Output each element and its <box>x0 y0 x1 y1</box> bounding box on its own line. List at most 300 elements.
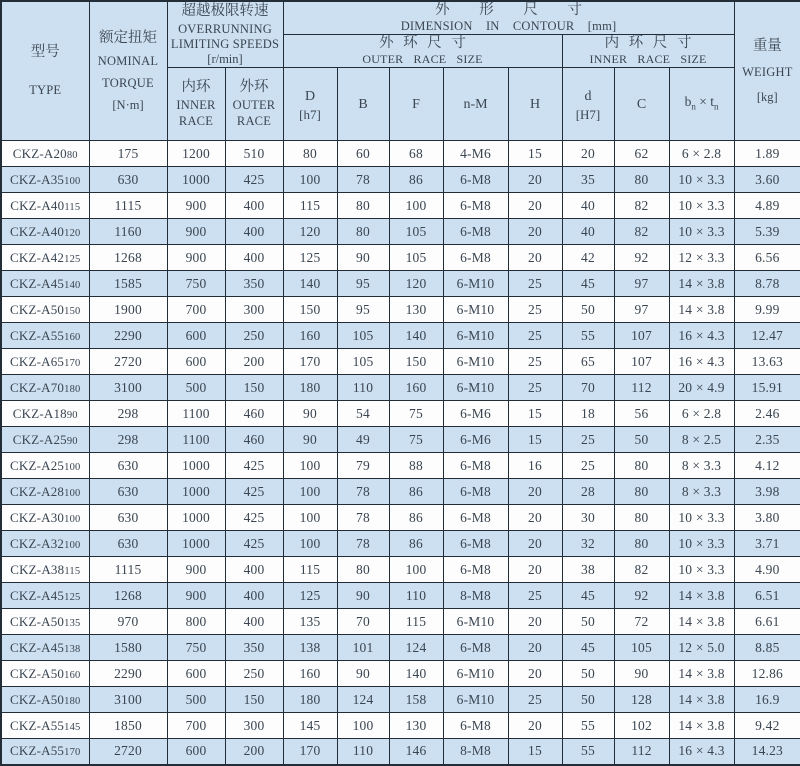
cell-type: CKZ-A40120 <box>1 219 89 245</box>
cell-C: 62 <box>614 141 669 167</box>
header-inner-race-size-group <box>562 35 734 68</box>
cell-inner-race-speed: 600 <box>167 349 225 375</box>
cell-bt: 10 × 3.3 <box>669 505 734 531</box>
cell-type: CKZ-A65170 <box>1 349 89 375</box>
header-inner-size-en: INNER RACE SIZE <box>589 52 707 66</box>
cell-F: 86 <box>389 505 443 531</box>
header-dimension-zh: 外 形 尺 寸 <box>435 2 582 18</box>
cell-nM: 6-M8 <box>443 557 508 583</box>
header-torque-en1: NOMINAL <box>97 53 159 68</box>
cell-inner-race-speed: 700 <box>167 713 225 739</box>
cell-nM: 8-M8 <box>443 583 508 609</box>
cell-F: 88 <box>389 453 443 479</box>
cell-F: 130 <box>389 297 443 323</box>
cell-B: 70 <box>337 609 389 635</box>
table-row <box>1 505 800 531</box>
cell-weight: 2.35 <box>734 427 800 453</box>
header-type-zh: 型号 <box>30 44 60 60</box>
cell-B: 78 <box>337 479 389 505</box>
cell-outer-race-speed: 200 <box>225 349 283 375</box>
cell-H: 25 <box>508 323 562 349</box>
cell-nM: 6-M10 <box>443 297 508 323</box>
cell-H: 25 <box>508 297 562 323</box>
table-row <box>1 401 800 427</box>
cell-weight: 12.47 <box>734 323 800 349</box>
cell-D: 125 <box>283 583 337 609</box>
cell-bt: 10 × 3.3 <box>669 531 734 557</box>
cell-F: 68 <box>389 141 443 167</box>
cell-inner-race-speed: 600 <box>167 323 225 349</box>
cell-C: 105 <box>614 635 669 661</box>
cell-inner-race-speed: 700 <box>167 297 225 323</box>
cell-inner-race-speed: 1100 <box>167 427 225 453</box>
cell-F: 110 <box>389 583 443 609</box>
cell-inner-race-speed: 900 <box>167 193 225 219</box>
cell-weight: 4.90 <box>734 557 800 583</box>
header-outer-race-speed: 外环 OUTER RACE <box>225 68 283 141</box>
cell-C: 82 <box>614 557 669 583</box>
header-col-F: F <box>389 68 443 141</box>
cell-nM: 4-M6 <box>443 141 508 167</box>
cell-F: 115 <box>389 609 443 635</box>
cell-H: 20 <box>508 635 562 661</box>
cell-torque: 298 <box>89 427 167 453</box>
table-row <box>1 349 800 375</box>
cell-weight: 14.23 <box>734 739 800 765</box>
table-header <box>1 1 800 141</box>
table-row <box>1 375 800 401</box>
cell-weight: 6.56 <box>734 245 800 271</box>
table-row <box>1 271 800 297</box>
cell-type: CKZ-A2080 <box>1 141 89 167</box>
cell-bt: 14 × 3.8 <box>669 609 734 635</box>
cell-type: CKZ-A55145 <box>1 713 89 739</box>
cell-type: CKZ-A50135 <box>1 609 89 635</box>
cell-H: 20 <box>508 505 562 531</box>
cell-F: 86 <box>389 531 443 557</box>
cell-D: 170 <box>283 349 337 375</box>
cell-nM: 8-M8 <box>443 739 508 765</box>
cell-nM: 6-M10 <box>443 323 508 349</box>
cell-weight: 3.71 <box>734 531 800 557</box>
cell-C: 90 <box>614 661 669 687</box>
cell-F: 105 <box>389 219 443 245</box>
cell-D: 100 <box>283 167 337 193</box>
cell-torque: 3100 <box>89 375 167 401</box>
cell-outer-race-speed: 425 <box>225 453 283 479</box>
cell-inner-race-speed: 1200 <box>167 141 225 167</box>
cell-torque: 1115 <box>89 193 167 219</box>
cell-H: 20 <box>508 557 562 583</box>
cell-nM: 6-M6 <box>443 401 508 427</box>
cell-C: 80 <box>614 505 669 531</box>
cell-H: 15 <box>508 141 562 167</box>
cell-H: 16 <box>508 453 562 479</box>
cell-B: 101 <box>337 635 389 661</box>
cell-inner-race-speed: 1000 <box>167 167 225 193</box>
cell-F: 120 <box>389 271 443 297</box>
cell-nM: 6-M10 <box>443 609 508 635</box>
header-weight-unit: [kg] <box>756 89 778 104</box>
cell-torque: 630 <box>89 479 167 505</box>
cell-inner-race-speed: 1100 <box>167 401 225 427</box>
cell-B: 80 <box>337 557 389 583</box>
cell-H: 15 <box>508 739 562 765</box>
cell-B: 79 <box>337 453 389 479</box>
cell-inner-race-speed: 600 <box>167 661 225 687</box>
cell-D: 115 <box>283 557 337 583</box>
cell-torque: 1850 <box>89 713 167 739</box>
cell-C: 102 <box>614 713 669 739</box>
cell-weight: 8.78 <box>734 271 800 297</box>
cell-outer-race-speed: 425 <box>225 531 283 557</box>
cell-torque: 2720 <box>89 349 167 375</box>
cell-torque: 1900 <box>89 297 167 323</box>
cell-torque: 298 <box>89 401 167 427</box>
cell-outer-race-speed: 350 <box>225 635 283 661</box>
table-row <box>1 531 800 557</box>
cell-torque: 2720 <box>89 739 167 765</box>
cell-inner-race-speed: 1000 <box>167 479 225 505</box>
cell-B: 90 <box>337 245 389 271</box>
cell-H: 25 <box>508 271 562 297</box>
cell-outer-race-speed: 510 <box>225 141 283 167</box>
header-inner-size-zh: 内 环 尺 寸 <box>604 35 692 51</box>
cell-inner-race-speed: 600 <box>167 739 225 765</box>
cell-d: 40 <box>562 193 614 219</box>
cell-nM: 6-M10 <box>443 661 508 687</box>
cell-D: 180 <box>283 687 337 713</box>
cell-D: 160 <box>283 661 337 687</box>
cell-nM: 6-M10 <box>443 349 508 375</box>
cell-inner-race-speed: 500 <box>167 687 225 713</box>
cell-nM: 6-M8 <box>443 505 508 531</box>
cell-outer-race-speed: 400 <box>225 557 283 583</box>
cell-bt: 12 × 5.0 <box>669 635 734 661</box>
cell-torque: 630 <box>89 505 167 531</box>
cell-D: 100 <box>283 505 337 531</box>
header-dimension-unit: [mm] <box>587 19 617 33</box>
cell-outer-race-speed: 250 <box>225 323 283 349</box>
cell-type: CKZ-A38115 <box>1 557 89 583</box>
header-torque-en2: TORQUE <box>102 75 154 90</box>
cell-H: 20 <box>508 167 562 193</box>
cell-bt: 16 × 4.3 <box>669 739 734 765</box>
cell-weight: 3.80 <box>734 505 800 531</box>
cell-D: 180 <box>283 375 337 401</box>
cell-bt: 8 × 3.3 <box>669 453 734 479</box>
cell-bt: 20 × 4.9 <box>669 375 734 401</box>
cell-H: 25 <box>508 583 562 609</box>
cell-H: 20 <box>508 479 562 505</box>
cell-D: 125 <box>283 245 337 271</box>
header-col-d: d [H7] <box>562 68 614 141</box>
cell-D: 80 <box>283 141 337 167</box>
cell-bt: 8 × 3.3 <box>669 479 734 505</box>
cell-H: 20 <box>508 245 562 271</box>
table-row <box>1 609 800 635</box>
cell-type: CKZ-A2590 <box>1 427 89 453</box>
cell-type: CKZ-A28100 <box>1 479 89 505</box>
cell-weight: 8.85 <box>734 635 800 661</box>
table-row <box>1 141 800 167</box>
cell-C: 56 <box>614 401 669 427</box>
cell-B: 124 <box>337 687 389 713</box>
cell-torque: 1268 <box>89 245 167 271</box>
cell-B: 100 <box>337 713 389 739</box>
cell-weight: 4.89 <box>734 193 800 219</box>
cell-bt: 10 × 3.3 <box>669 557 734 583</box>
cell-B: 78 <box>337 505 389 531</box>
header-col-nM: n-M <box>443 68 508 141</box>
header-type <box>1 1 89 141</box>
cell-D: 135 <box>283 609 337 635</box>
cell-torque: 2290 <box>89 323 167 349</box>
cell-B: 90 <box>337 661 389 687</box>
cell-d: 45 <box>562 271 614 297</box>
cell-inner-race-speed: 800 <box>167 609 225 635</box>
cell-F: 75 <box>389 427 443 453</box>
header-dimension-group <box>283 1 734 35</box>
cell-F: 146 <box>389 739 443 765</box>
cell-D: 100 <box>283 453 337 479</box>
cell-F: 140 <box>389 661 443 687</box>
cell-weight: 4.12 <box>734 453 800 479</box>
table-row <box>1 245 800 271</box>
header-outer-race-size-group <box>283 35 562 68</box>
cell-B: 54 <box>337 401 389 427</box>
header-col-C: C <box>614 68 669 141</box>
cell-C: 112 <box>614 739 669 765</box>
cell-type: CKZ-A70180 <box>1 375 89 401</box>
table-row <box>1 583 800 609</box>
cell-d: 50 <box>562 661 614 687</box>
cell-outer-race-speed: 150 <box>225 375 283 401</box>
cell-D: 100 <box>283 531 337 557</box>
cell-nM: 6-M8 <box>443 193 508 219</box>
cell-D: 100 <box>283 479 337 505</box>
cell-nM: 6-M8 <box>443 453 508 479</box>
cell-F: 75 <box>389 401 443 427</box>
cell-d: 40 <box>562 219 614 245</box>
cell-type: CKZ-A50160 <box>1 661 89 687</box>
cell-H: 25 <box>508 349 562 375</box>
table-row <box>1 713 800 739</box>
cell-F: 160 <box>389 375 443 401</box>
cell-weight: 3.60 <box>734 167 800 193</box>
cell-B: 80 <box>337 193 389 219</box>
cell-bt: 12 × 3.3 <box>669 245 734 271</box>
header-dimension-en: DIMENSION IN CONTOUR [mm] <box>400 19 617 33</box>
cell-outer-race-speed: 300 <box>225 713 283 739</box>
cell-D: 160 <box>283 323 337 349</box>
cell-nM: 6-M8 <box>443 219 508 245</box>
cell-C: 112 <box>614 375 669 401</box>
cell-bt: 14 × 3.8 <box>669 271 734 297</box>
cell-C: 107 <box>614 323 669 349</box>
cell-outer-race-speed: 460 <box>225 427 283 453</box>
cell-inner-race-speed: 500 <box>167 375 225 401</box>
cell-D: 150 <box>283 297 337 323</box>
cell-F: 86 <box>389 167 443 193</box>
cell-torque: 970 <box>89 609 167 635</box>
header-weight-en: WEIGHT <box>742 64 793 79</box>
cell-B: 95 <box>337 271 389 297</box>
cell-B: 110 <box>337 375 389 401</box>
table-row <box>1 219 800 245</box>
cell-weight: 6.51 <box>734 583 800 609</box>
cell-H: 20 <box>508 193 562 219</box>
cell-B: 78 <box>337 167 389 193</box>
header-torque-zh: 额定扭矩 <box>99 29 157 46</box>
cell-inner-race-speed: 900 <box>167 219 225 245</box>
cell-type: CKZ-A50180 <box>1 687 89 713</box>
cell-C: 72 <box>614 609 669 635</box>
cell-d: 18 <box>562 401 614 427</box>
cell-bt: 16 × 4.3 <box>669 323 734 349</box>
cell-outer-race-speed: 460 <box>225 401 283 427</box>
cell-d: 45 <box>562 583 614 609</box>
cell-C: 82 <box>614 219 669 245</box>
cell-d: 70 <box>562 375 614 401</box>
header-col-H: H <box>508 68 562 141</box>
cell-weight: 9.42 <box>734 713 800 739</box>
cell-bt: 10 × 3.3 <box>669 193 734 219</box>
cell-outer-race-speed: 300 <box>225 297 283 323</box>
cell-B: 95 <box>337 297 389 323</box>
cell-nM: 6-M8 <box>443 479 508 505</box>
cell-F: 100 <box>389 557 443 583</box>
cell-D: 138 <box>283 635 337 661</box>
cell-F: 140 <box>389 323 443 349</box>
cell-bt: 14 × 3.8 <box>669 687 734 713</box>
cell-weight: 16.9 <box>734 687 800 713</box>
cell-d: 50 <box>562 297 614 323</box>
cell-nM: 6-M8 <box>443 635 508 661</box>
cell-outer-race-speed: 400 <box>225 583 283 609</box>
header-torque-unit: [N·m] <box>112 97 144 112</box>
header-speeds-group <box>167 1 283 68</box>
header-speeds-zh: 超越极限转速 <box>181 2 269 19</box>
cell-torque: 2290 <box>89 661 167 687</box>
cell-torque: 3100 <box>89 687 167 713</box>
cell-inner-race-speed: 900 <box>167 557 225 583</box>
cell-H: 20 <box>508 713 562 739</box>
cell-weight: 6.61 <box>734 609 800 635</box>
cell-bt: 16 × 4.3 <box>669 349 734 375</box>
cell-weight: 15.91 <box>734 375 800 401</box>
cell-outer-race-speed: 425 <box>225 505 283 531</box>
cell-bt: 10 × 3.3 <box>669 167 734 193</box>
cell-d: 50 <box>562 687 614 713</box>
cell-bt: 6 × 2.8 <box>669 401 734 427</box>
cell-B: 110 <box>337 739 389 765</box>
cell-d: 25 <box>562 427 614 453</box>
cell-H: 20 <box>508 219 562 245</box>
table-row <box>1 479 800 505</box>
cell-d: 50 <box>562 609 614 635</box>
cell-type: CKZ-A40115 <box>1 193 89 219</box>
cell-weight: 12.86 <box>734 661 800 687</box>
cell-torque: 630 <box>89 453 167 479</box>
cell-weight: 2.46 <box>734 401 800 427</box>
cell-bt: 10 × 3.3 <box>669 219 734 245</box>
cell-F: 124 <box>389 635 443 661</box>
header-speeds-unit: [r/min] <box>207 51 243 66</box>
cell-bt: 14 × 3.8 <box>669 297 734 323</box>
cell-torque: 630 <box>89 167 167 193</box>
cell-H: 20 <box>508 609 562 635</box>
cell-C: 82 <box>614 193 669 219</box>
cell-H: 20 <box>508 661 562 687</box>
cell-type: CKZ-A35100 <box>1 167 89 193</box>
cell-type: CKZ-A30100 <box>1 505 89 531</box>
cell-D: 90 <box>283 427 337 453</box>
table-row <box>1 687 800 713</box>
table-row <box>1 635 800 661</box>
cell-d: 55 <box>562 713 614 739</box>
cell-C: 80 <box>614 479 669 505</box>
cell-B: 49 <box>337 427 389 453</box>
cell-nM: 6-M8 <box>443 245 508 271</box>
header-speeds-en2: LIMITING SPEEDS <box>170 36 280 51</box>
table-row <box>1 661 800 687</box>
cell-bt: 8 × 2.5 <box>669 427 734 453</box>
table-row <box>1 427 800 453</box>
cell-outer-race-speed: 200 <box>225 739 283 765</box>
cell-F: 130 <box>389 713 443 739</box>
cell-C: 92 <box>614 245 669 271</box>
cell-torque: 175 <box>89 141 167 167</box>
table-row <box>1 323 800 349</box>
cell-d: 28 <box>562 479 614 505</box>
header-col-D: D [h7] <box>283 68 337 141</box>
cell-C: 80 <box>614 531 669 557</box>
cell-d: 30 <box>562 505 614 531</box>
cell-torque: 1580 <box>89 635 167 661</box>
table-body <box>1 141 800 765</box>
cell-type: CKZ-A55170 <box>1 739 89 765</box>
cell-F: 105 <box>389 245 443 271</box>
cell-d: 25 <box>562 453 614 479</box>
cell-d: 20 <box>562 141 614 167</box>
cell-F: 100 <box>389 193 443 219</box>
cell-outer-race-speed: 425 <box>225 167 283 193</box>
table-row <box>1 739 800 765</box>
cell-H: 15 <box>508 401 562 427</box>
cell-torque: 1160 <box>89 219 167 245</box>
cell-torque: 1268 <box>89 583 167 609</box>
cell-H: 25 <box>508 375 562 401</box>
cell-D: 170 <box>283 739 337 765</box>
cell-torque: 630 <box>89 531 167 557</box>
cell-H: 15 <box>508 427 562 453</box>
cell-B: 105 <box>337 349 389 375</box>
header-outer-size-en: OUTER RACE SIZE <box>362 52 483 66</box>
cell-type: CKZ-A1890 <box>1 401 89 427</box>
cell-d: 55 <box>562 739 614 765</box>
cell-bt: 6 × 2.8 <box>669 141 734 167</box>
header-type-en: TYPE <box>29 83 62 97</box>
table-row <box>1 193 800 219</box>
cell-C: 50 <box>614 427 669 453</box>
cell-weight: 1.89 <box>734 141 800 167</box>
cell-outer-race-speed: 150 <box>225 687 283 713</box>
header-inner-race-speed: 内环 INNER RACE <box>167 68 225 141</box>
cell-inner-race-speed: 1000 <box>167 531 225 557</box>
cell-D: 140 <box>283 271 337 297</box>
cell-F: 150 <box>389 349 443 375</box>
